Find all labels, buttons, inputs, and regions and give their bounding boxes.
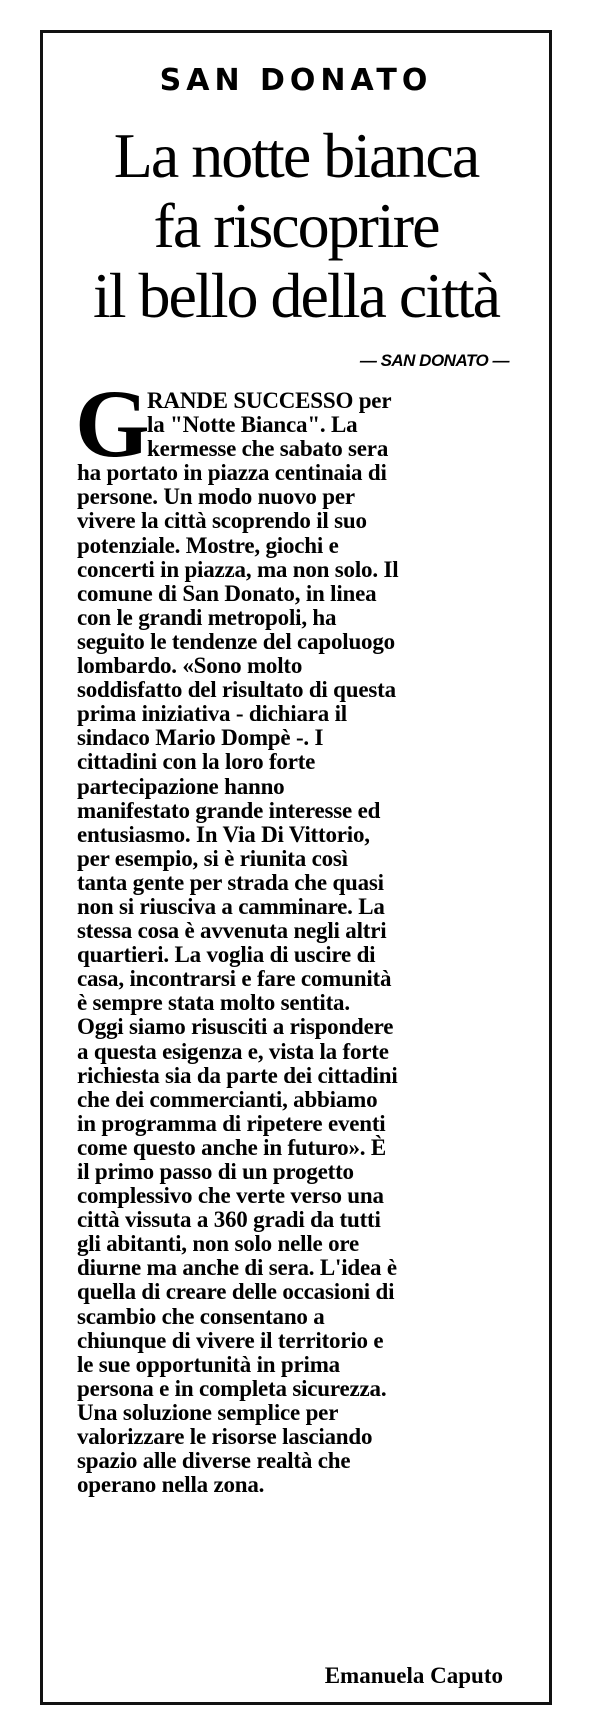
body-line: richiesta sia da parte dei cittadini: [77, 1062, 398, 1088]
body-line: non si riusciva a camminare. La: [77, 893, 385, 919]
article-body: [77, 389, 517, 1497]
body-line: quartieri. La voglia di uscire di: [77, 942, 376, 968]
headline-line: fa riscoprire: [153, 190, 439, 261]
body-line: la "Notte Bianca". La: [147, 412, 358, 438]
body-line: valorizzare le risorse lasciando: [77, 1424, 373, 1450]
body-line: prima iniziativa - dichiara il: [77, 701, 347, 727]
body-line: è sempre stata molto sentita.: [77, 990, 350, 1016]
body-line: chiunque di vivere il territorio e: [77, 1327, 384, 1353]
body-line: Oggi siamo risusciti a rispondere: [77, 1014, 394, 1040]
body-line: persona e in completa sicurezza.: [77, 1375, 387, 1401]
body-line: le sue opportunità in prima: [77, 1351, 340, 1377]
body-line: soddisfatto del risultato di questa: [77, 677, 396, 703]
body-line: a questa esigenza e, vista la forte: [77, 1038, 389, 1064]
body-line: stessa cosa è avvenuta negli altri: [77, 918, 387, 944]
body-line: comune di San Donato, in linea: [77, 580, 377, 606]
body-line: tanta gente per strada che quasi: [77, 869, 384, 895]
body-line: città vissuta a 360 gradi da tutti: [77, 1207, 381, 1233]
body-line: per esempio, si è riunita così: [77, 845, 348, 871]
body-line: operano nella zona.: [77, 1472, 265, 1498]
body-line: potenziale. Mostre, giochi e: [77, 532, 339, 558]
headline: [43, 121, 549, 331]
body-line: diurne ma anche di sera. L'idea è: [77, 1255, 397, 1281]
body-line: lombardo. «Sono molto: [77, 653, 303, 679]
drop-cap: G: [75, 370, 150, 477]
headline-line: il bello della città: [92, 260, 500, 331]
body-line: kermesse che sabato sera: [147, 436, 389, 462]
body-line: quella di creare delle occasioni di: [77, 1279, 395, 1305]
body-line: che dei commercianti, abbiamo: [77, 1086, 378, 1112]
body-line: con le grandi metropoli, ha: [77, 604, 337, 630]
body-line: RANDE SUCCESSO per: [147, 388, 392, 413]
body-line: come questo anche in futuro». È: [77, 1134, 386, 1160]
body-line: vivere la città scoprendo il suo: [77, 508, 367, 534]
body-line: gli abitanti, non solo nelle ore: [77, 1231, 359, 1257]
body-line: Una soluzione semplice per: [77, 1399, 339, 1425]
body-line: scambio che consentano a: [77, 1303, 325, 1329]
section-kicker: SAN DONATO: [159, 63, 433, 98]
body-line: in programma di ripetere eventi: [77, 1110, 386, 1136]
body-line: sindaco Mario Dompè -. I: [77, 725, 324, 751]
body-line: complessivo che verte verso una: [77, 1183, 384, 1209]
body-line: cittadini con la loro forte: [77, 749, 316, 775]
body-line: partecipazione hanno: [77, 773, 285, 799]
body-line: casa, incontrarsi e fare comunità: [77, 966, 392, 992]
body-line: il primo passo di un progetto: [77, 1159, 354, 1184]
byline: Emanuela Caputo: [324, 1663, 503, 1688]
body-line: ha portato in piazza centinaia di: [77, 460, 387, 486]
headline-line: La notte bianca: [113, 120, 479, 191]
article-frame: [40, 30, 552, 1705]
body-line: entusiasmo. In Via Di Vittorio,: [77, 821, 370, 847]
body-line: concerti in piazza, ma non solo. Il: [77, 556, 399, 582]
body-line: seguito le tendenze del capoluogo: [77, 628, 395, 654]
body-line: persone. Un modo nuovo per: [77, 484, 355, 510]
dateline: — SAN DONATO —: [359, 351, 509, 370]
body-line: spazio alle diverse realtà che: [77, 1448, 351, 1474]
body-line: manifestato grande interesse ed: [77, 797, 381, 823]
